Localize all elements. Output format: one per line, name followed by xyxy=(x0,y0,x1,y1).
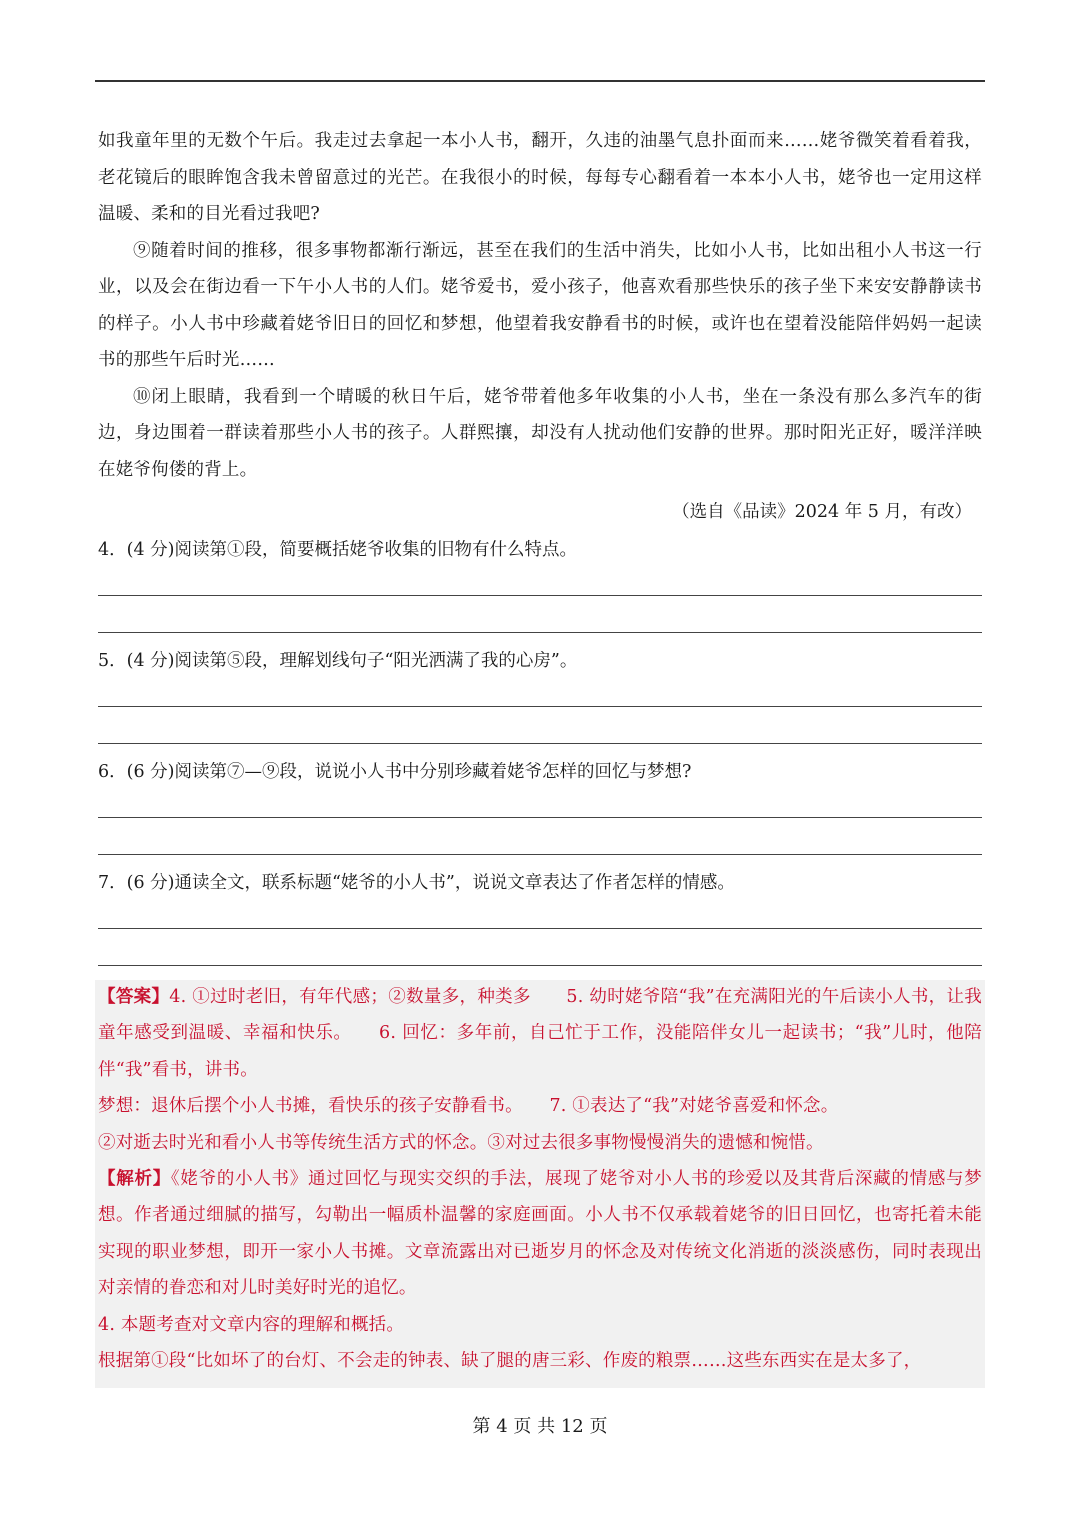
analysis-block xyxy=(98,1161,982,1307)
passage-source: （选自《品读》2024 年 5 月，有改） xyxy=(672,502,972,522)
question-5: 5．(4 分)阅读第⑤段，理解划线句子“阳光洒满了我的心房”。 xyxy=(98,651,578,671)
analysis-text-2: 4. 本题考查对文章内容的理解和概括。 xyxy=(98,1314,405,1335)
answer-line xyxy=(98,928,982,929)
page-number: 第 4 页 共 12 页 xyxy=(472,1416,608,1437)
answer-line xyxy=(98,854,982,855)
passage-paragraph-9: ⑨随着时间的推移，很多事物都渐行渐远，甚至在我们的生活中消失，比如小人书，比如出租小人书这一行业，以及会在街边看一下午小人书的人们。姥爷爱书，爱小孩子，他喜欢看那些快乐的孩子坐下来安安静静读书的样子。小人书中珍藏着姥爷旧日的回忆和梦想，他望着我安静看书的时候，或许也在望着没能陪伴妈妈一起读书的那些午后时光…… xyxy=(98,240,982,370)
analysis-text-1: 《姥爷的小人书》通过回忆与现实交织的手法，展现了姥爷对小人书的珍爱以及其背后深藏的情感与梦想。作者通过细腻的描写，勾勒出一幅质朴温馨的家庭画面。小人书不仅承载着姥爷的旧日回忆，也寄托着未能实现的职业梦想，即开一家小人书摊。文章流露出对已逝岁月的怀念及对传统文化消逝的淡淡感伤，同时表现出对亲情的眷恋和对儿时美好时光的追忆。 xyxy=(98,1169,982,1299)
analysis-text-3: 根据第①段“比如坏了的台灯、不会走的钟表、缺了腿的唐三彩、作废的粮票……这些东西实在是太多了， xyxy=(98,1351,922,1372)
answer-tag: 【答案】 xyxy=(98,987,170,1007)
answer-section xyxy=(98,979,982,1379)
header-rule xyxy=(95,80,985,82)
answer-line xyxy=(98,595,982,596)
answer-line xyxy=(98,817,982,818)
question-7: 7．(6 分)通读全文，联系标题“姥爷的小人书”，说说文章表达了作者怎样的情感。 xyxy=(98,873,735,893)
answer-line xyxy=(98,743,982,744)
passage-paragraph-10: ⑩闭上眼睛，我看到一个晴暖的秋日午后，姥爷带着他多年收集的小人书，坐在一条没有那么多汽车的街边，身边围着一群读着那些小人书的孩子。人群熙攘，却没有人扰动他们安静的世界。那时阳光正好，暖洋洋映在姥爷佝偻的背上。 xyxy=(98,386,982,480)
answer-block xyxy=(98,979,982,1088)
question-4: 4．(4 分)阅读第①段，简要概括姥爷收集的旧物有什么特点。 xyxy=(98,540,577,560)
answer-line xyxy=(98,965,982,966)
passage-paragraph-continued: 如我童年里的无数个午后。我走过去拿起一本小人书，翻开，久违的油墨气息扑面而来……姥爷微笑着看着我，老花镜后的眼眸饱含我未曾留意过的光芒。在我很小的时候，每每专心翻看着一本本小人书，姥爷也一定用这样温暖、柔和的目光看过我吧? xyxy=(98,131,982,224)
analysis-tag: 【解析】 xyxy=(98,1169,171,1190)
answer-text-2: 梦想：退休后摆个小人书摊，看快乐的孩子安静看书。 7. ①表达了“我”对姥爷喜爱和怀念。 xyxy=(98,1096,839,1117)
answer-text-3: ②对逝去时光和看小人书等传统生活方式的怀念。③对过去很多事物慢慢消失的遗憾和惋惜。 xyxy=(98,1132,824,1153)
answer-line xyxy=(98,706,982,707)
question-6: 6．(6 分)阅读第⑦—⑨段，说说小人书中分别珍藏着姥爷怎样的回忆与梦想? xyxy=(98,762,692,782)
answer-line xyxy=(98,632,982,633)
passage-body xyxy=(98,123,982,488)
answer-text-1: 4. ①过时老旧，有年代感；②数量多，种类多 5. 幼时姥爷陪“我”在充满阳光的午后读小人书，让我童年感受到温暖、幸福和快乐。 6. 回忆：多年前，自己忙于工作，没能陪伴女儿一起读书；“我”儿时，他陪伴“我”看书，讲书。 xyxy=(98,987,982,1080)
